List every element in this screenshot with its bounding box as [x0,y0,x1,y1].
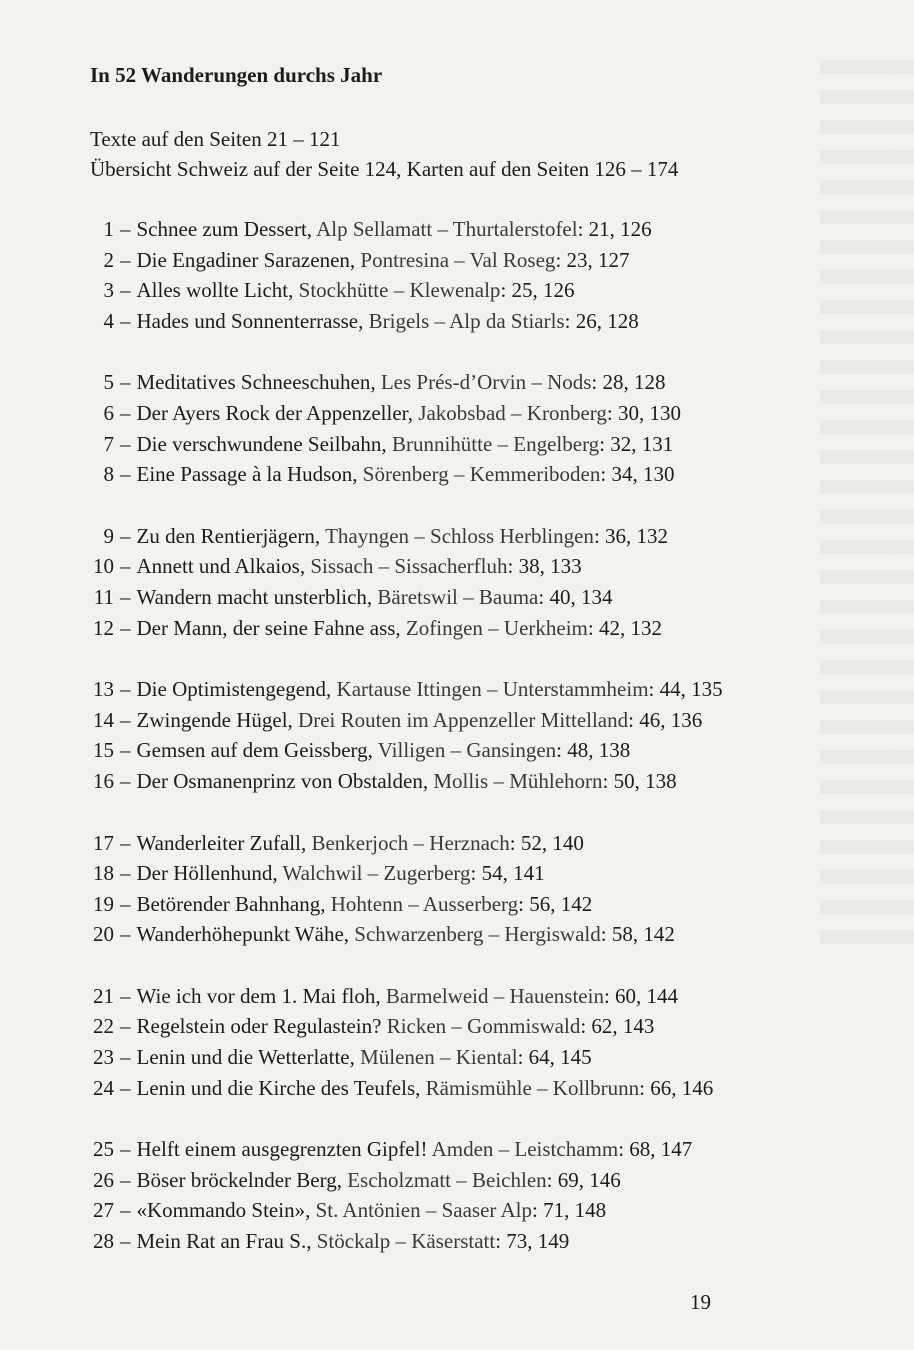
toc-entry [90,1011,850,1042]
entry-title: Lenin und die Kirche des Teufels, [136,1075,421,1100]
toc-entry [90,521,850,552]
entry-pages: : 44, 135 [648,677,723,702]
toc-group [90,828,850,950]
toc-entry [90,735,850,766]
table-of-contents [90,60,850,1288]
entry-title: Die verschwundene Seilbahn, [136,431,387,456]
entry-text [137,245,630,276]
entry-text [137,398,682,429]
entry-pages: : 60, 144 [603,983,679,1008]
entry-title: Der Ayers Rock der Appenzeller, [136,400,414,425]
entry-dash: – [120,891,131,916]
entry-text [137,429,674,460]
entry-pages: : 36, 132 [593,523,669,548]
entry-title: Alles wollte Licht, [136,278,294,303]
entry-pages: : 62, 143 [580,1014,655,1039]
entry-text [137,1165,621,1196]
entry-route: Bäretswil – Bauma [377,584,539,609]
entry-route: Brunnihütte – Engelberg [391,431,600,456]
entry-dash: – [120,308,131,333]
entry-number: 26 [93,1167,114,1192]
entry-pages: : 48, 138 [556,738,631,763]
entry-text [137,735,631,766]
entry-title: «Kommando Stein», [136,1198,311,1223]
toc-entry [90,459,850,490]
toc-group [90,674,850,796]
subtitle-line-maps: Übersicht Schweiz auf der Seite 124, Karten auf den Seiten 126 – 174 [90,157,679,181]
entry-title: Wie ich vor dem 1. Mai floh, [136,983,381,1008]
entry-title: Böser bröckelnder Berg, [136,1167,342,1192]
entry-title: Gemsen auf dem Geissberg, [136,738,373,763]
entry-title: Lenin und die Wetterlatte, [136,1045,355,1070]
entry-dash: – [120,1137,131,1162]
entry-number: 17 [93,830,114,855]
entry-pages: : 40, 134 [538,584,613,609]
entry-pages: : 42, 132 [587,615,662,640]
toc-entry [90,306,850,337]
toc-entry [90,398,850,429]
entry-number: 23 [93,1045,114,1070]
toc-group [90,1134,850,1256]
toc-entry [90,919,850,950]
entry-number: 27 [93,1198,114,1223]
entry-dash: – [120,278,131,303]
entry-dash: – [120,584,131,609]
entry-number: 4 [103,308,114,333]
toc-entry [90,245,850,276]
entry-title: Der Mann, der seine Fahne ass, [136,615,401,640]
entry-pages: : 38, 133 [507,554,582,579]
entry-dash: – [120,1167,131,1192]
entry-number: 19 [93,891,114,916]
entry-text [137,551,582,582]
toc-entry [90,1073,850,1104]
entry-text [137,613,662,644]
entry-dash: – [120,400,131,425]
entry-number: 9 [103,523,114,548]
toc-group [90,214,850,336]
toc-entry [90,214,850,245]
entry-dash: – [120,768,131,793]
entry-text [137,275,575,306]
entry-title: Der Höllenhund, [136,861,278,886]
entry-route: Pontresina – Val Roseg [360,247,556,272]
toc-entry [90,858,850,889]
toc-entry [90,582,850,613]
toc-group [90,981,850,1103]
entry-number: 14 [93,707,114,732]
entry-number: 10 [93,554,114,579]
entry-title: Wandern macht unsterblich, [136,584,373,609]
entry-title: Wanderhöhepunkt Wähe, [136,922,350,947]
entry-route: Sörenberg – Kemmeriboden [362,462,601,487]
entry-pages: : 50, 138 [602,768,677,793]
entry-title: Zwingende Hügel, [136,707,293,732]
entry-route: Thayngen – Schloss Herblingen [325,523,594,548]
entry-route: Escholzmatt – Beichlen [347,1167,547,1192]
entry-title: Hades und Sonnenterrasse, [136,308,364,333]
entry-title: Zu den Rentierjägern, [136,523,321,548]
entry-number: 8 [103,462,114,487]
entry-number: 2 [103,247,114,272]
entry-number: 21 [93,983,114,1008]
entry-route: Sissach – Sissacherfluh [310,554,508,579]
entry-dash: – [120,554,131,579]
toc-entry [90,828,850,859]
entry-route: Drei Routen im Appenzeller Mittelland [298,707,629,732]
entry-title: Schnee zum Dessert, [136,217,313,241]
entry-text [137,705,703,736]
toc-entry [90,275,850,306]
entry-title: Wanderleiter Zufall, [136,830,307,855]
entry-dash: – [120,431,131,456]
entry-dash: – [120,1198,131,1223]
toc-subtitle [90,124,850,184]
entry-text [137,1226,570,1257]
entry-text [137,367,666,398]
entry-title: Regelstein oder Regulastein? [136,1014,382,1039]
toc-entry [90,1195,850,1226]
entry-pages: : 26, 128 [564,308,639,333]
toc-group [90,521,850,643]
toc-entries [90,214,850,1257]
entry-dash: – [120,1045,131,1070]
entry-number: 6 [103,400,114,425]
entry-text [137,766,677,797]
entry-number: 18 [93,861,114,886]
toc-entry [90,981,850,1012]
entry-number: 15 [93,738,114,763]
entry-text [137,1011,655,1042]
entry-text [137,1195,607,1226]
toc-entry [90,1042,850,1073]
entry-title: Betörender Bahnhang, [136,891,326,916]
entry-route: Jakobsbad – Kronberg [418,400,607,425]
entry-title: Die Engadiner Sarazenen, [136,247,356,272]
entry-title: Mein Rat an Frau S., [136,1229,312,1254]
toc-entry [90,367,850,398]
entry-dash: – [120,615,131,640]
entry-pages: : 71, 148 [532,1198,607,1223]
toc-entry [90,1226,850,1257]
entry-text [137,889,593,920]
entry-pages: : 54, 141 [470,861,545,886]
entry-title: Eine Passage à la Hudson, [136,462,358,487]
entry-text [137,459,675,490]
entry-text [137,1134,693,1165]
entry-pages: : 34, 130 [600,462,675,487]
entry-title: Meditatives Schneeschuhen, [136,370,376,395]
entry-pages: : 73, 149 [495,1229,570,1254]
entry-text [137,1073,714,1104]
entry-dash: – [120,247,131,272]
entry-pages: : 56, 142 [518,891,593,916]
entry-text [137,919,675,950]
entry-number: 24 [93,1075,114,1100]
entry-route: St. Antönien – Saaser Alp [315,1198,532,1223]
entry-text [137,858,545,889]
entry-dash: – [120,370,131,395]
entry-route: Barmelweid – Hauenstein [385,983,604,1008]
entry-text [137,1042,592,1073]
entry-dash: – [120,523,131,548]
entry-title: Die Optimistengegend, [136,677,332,702]
entry-number: 11 [93,584,114,609]
entry-pages: : 30, 130 [606,400,681,425]
entry-number: 5 [103,370,114,395]
entry-route: Alp Sellamatt – Thurtalerstofel [316,217,578,241]
entry-dash: – [120,462,131,487]
entry-route: Kartause Ittingen – Unterstammheim [336,677,649,702]
entry-text [137,306,639,337]
entry-dash: – [120,922,131,947]
entry-number: 13 [93,677,114,702]
entry-pages: : 66, 146 [639,1075,714,1100]
toc-entry [90,766,850,797]
entry-pages: : 52, 140 [509,830,584,855]
toc-entry [90,429,850,460]
entry-dash: – [120,677,131,702]
entry-route: Amden – Leistchamm [431,1137,619,1162]
toc-entry [90,889,850,920]
entry-route: Villigen – Gansingen [377,738,557,763]
entry-number: 22 [93,1014,114,1039]
entry-number: 3 [103,278,114,303]
entry-route: Benkerjoch – Herznach [311,830,510,855]
toc-entry [90,1165,850,1196]
entry-text [137,582,613,613]
entry-pages: : 25, 126 [500,278,575,303]
entry-dash: – [120,738,131,763]
entry-pages: : 69, 146 [546,1167,621,1192]
entry-route: Schwarzenberg – Hergiswald [354,922,601,947]
entry-route: Mollis – Mühlehorn [433,768,603,793]
entry-route: Mülenen – Kiental [360,1045,518,1070]
entry-dash: – [120,707,131,732]
entry-route: Rämismühle – Kollbrunn [425,1075,640,1100]
entry-text [137,521,669,552]
entry-text [137,981,679,1012]
entry-route: Hohtenn – Ausserberg [330,891,519,916]
toc-group [90,367,850,489]
entry-pages: : 64, 145 [517,1045,592,1070]
entry-number: 7 [103,431,114,456]
entry-number: 20 [93,922,114,947]
entry-number: 12 [93,615,114,640]
entry-route: Walchwil – Zugerberg [282,861,471,886]
entry-route: Stockhütte – Klewenalp [298,278,501,303]
entry-text [137,214,652,245]
entry-pages: : 21, 126 [577,217,652,241]
toc-entry [90,705,850,736]
entry-pages: : 58, 142 [600,922,675,947]
entry-pages: : 28, 128 [591,370,666,395]
entry-number: 16 [93,768,114,793]
toc-entry [90,674,850,705]
toc-entry [90,1134,850,1165]
entry-pages: : 68, 147 [618,1137,693,1162]
toc-heading: In 52 Wanderungen durchs Jahr [90,63,383,87]
entry-route: Brigels – Alp da Stiarls [368,308,565,333]
page-number: 19 [690,1290,711,1314]
entry-title: Annett und Alkaios, [136,554,306,579]
entry-pages: : 46, 136 [628,707,703,732]
entry-dash: – [120,830,131,855]
entry-title: Der Osmanenprinz von Obstalden, [136,768,429,793]
entry-pages: : 32, 131 [599,431,674,456]
entry-dash: – [120,983,131,1008]
entry-number: 28 [93,1229,114,1254]
entry-route: Ricken – Gommiswald [386,1014,581,1039]
entry-title: Helft einem ausgegrenzten Gipfel! [136,1137,428,1162]
entry-dash: – [120,1229,131,1254]
entry-dash: – [120,217,131,241]
entry-text [137,674,723,705]
entry-dash: – [120,1075,131,1100]
toc-entry [90,613,850,644]
entry-dash: – [120,861,131,886]
entry-text [137,828,584,859]
entry-dash: – [120,1014,131,1039]
entry-route: Zofingen – Uerkheim [405,615,588,640]
toc-entry [90,551,850,582]
entry-number: 25 [93,1137,114,1162]
entry-pages: : 23, 127 [555,247,630,272]
entry-route: Les Prés-d’Orvin – Nods [380,370,592,395]
subtitle-line-texts: Texte auf den Seiten 21 – 121 [90,127,341,151]
entry-route: Stöckalp – Käserstatt [316,1229,496,1254]
entry-number: 1 [103,217,114,241]
